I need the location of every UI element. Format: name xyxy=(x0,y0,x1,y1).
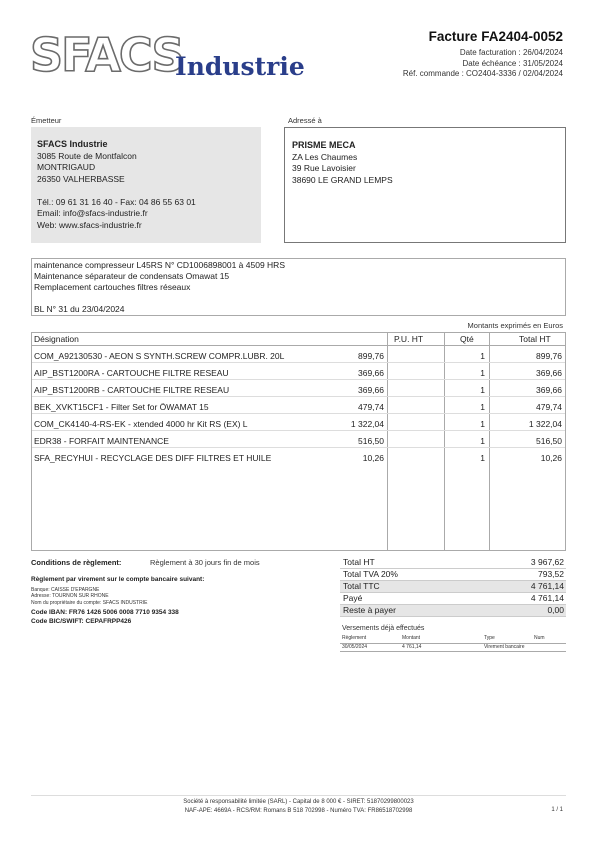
payment-amount: 4 761,14 xyxy=(402,643,422,650)
bank-account-owner: Nom du propriétaire du compte: SFACS INDUSTRIE xyxy=(31,599,148,606)
payment-date: 30/05/2024 xyxy=(342,643,368,650)
logo-tagline: Industrie xyxy=(175,52,305,81)
emitter-address-line: 3085 Route de Montfalcon xyxy=(37,150,137,161)
payments-header-date: Règlement xyxy=(342,635,367,641)
items-table xyxy=(31,332,566,551)
payments-header-type: Type xyxy=(484,635,495,641)
note-line: Remplacement cartouches filtres réseaux xyxy=(34,282,191,292)
iban-code: Code IBAN: FR76 1426 5006 0008 7710 9354 338 xyxy=(31,609,179,616)
row-quantity: 1 xyxy=(480,453,485,463)
total-row xyxy=(340,557,566,569)
emitter-box xyxy=(31,127,261,243)
delivery-note-ref: BL N° 31 du 23/04/2024 xyxy=(34,304,125,314)
emitter-email: Email: info@sfacs-industrie.fr xyxy=(37,208,148,218)
footer-line-2: NAF-APE: 4669A - RCS/RM: Romans B 518 702998 - Numéro TVA: FR86518702998 xyxy=(184,808,413,814)
invoice-date: Date facturation : 26/04/2024 xyxy=(459,48,563,57)
emitter-phone: Tél.: 09 61 31 16 40 - Fax: 04 86 55 63 01 xyxy=(37,196,196,207)
payments-header-num: Num xyxy=(534,635,545,641)
bank-name: Banque: CAISSE D'EPARGNE xyxy=(31,587,100,593)
recipient-box xyxy=(284,127,566,243)
total-value: 4 761,14 xyxy=(530,581,564,591)
row-quantity: 1 xyxy=(480,436,485,446)
row-unit-price: 10,26 xyxy=(362,453,384,463)
row-unit-price: 899,76 xyxy=(358,351,384,361)
row-quantity: 1 xyxy=(480,351,485,361)
recipient-address-line: 39 Rue Lavoisier xyxy=(292,163,356,173)
row-quantity: 1 xyxy=(480,368,485,378)
total-label: Payé xyxy=(343,593,363,603)
emitter-name: SFACS Industrie xyxy=(37,139,108,149)
currency-note: Montants exprimés en Euros xyxy=(467,321,563,330)
bank-codes xyxy=(31,609,179,626)
payments-table xyxy=(340,635,566,652)
row-unit-price: 479,74 xyxy=(358,402,384,412)
row-designation: EDR38 - FORFAIT MAINTENANCE xyxy=(34,436,169,446)
row-total: 369,66 xyxy=(536,368,562,378)
row-designation: SFA_RECYHUI - RECYCLAGE DES DIFF FILTRES ET HUILE xyxy=(34,453,272,463)
total-row xyxy=(340,581,566,593)
bank-address: Adresse: TOURNON SUR RHONE xyxy=(31,593,109,600)
invoice-title: Facture FA2404-0052 xyxy=(428,29,563,44)
payment-terms-value: Règlement à 30 jours fin de mois xyxy=(150,558,260,567)
row-designation: AIP_BST1200RB - CARTOUCHE FILTRE RESEAU xyxy=(34,385,230,395)
total-row xyxy=(340,593,566,605)
header-total: Total HT xyxy=(519,334,551,344)
totals-box xyxy=(340,557,566,617)
order-reference: Réf. commande : CO2404-3336 / 02/04/2024 xyxy=(402,69,563,78)
row-unit-price: 1 322,04 xyxy=(350,419,384,429)
row-total: 369,66 xyxy=(536,385,562,395)
total-row xyxy=(340,569,566,581)
total-label: Total TVA 20% xyxy=(343,569,398,579)
total-label: Reste à payer xyxy=(343,605,396,615)
header-designation: Désignation xyxy=(34,334,79,344)
row-designation: AIP_BST1200RA - CARTOUCHE FILTRE RESEAU xyxy=(34,368,229,378)
invoice-meta xyxy=(403,48,563,80)
total-value: 3 967,62 xyxy=(530,557,564,567)
row-designation: COM_A92130530 - AEON S SYNTH.SCREW COMPR.LUBR. 20L xyxy=(34,351,285,361)
row-total: 479,74 xyxy=(536,402,562,412)
logo-brand: SFACS xyxy=(30,28,183,82)
page-number: 1 / 1 xyxy=(551,807,563,813)
row-unit-price: 516,50 xyxy=(358,436,384,446)
emitter-web: Web: www.sfacs-industrie.fr xyxy=(37,219,142,230)
recipient-name: PRISME MECA xyxy=(292,140,356,150)
payments-header-amount: Montant xyxy=(402,635,421,641)
row-quantity: 1 xyxy=(480,402,485,412)
row-total: 516,50 xyxy=(536,436,562,446)
total-label: Total HT xyxy=(343,557,375,567)
payment-row xyxy=(340,644,566,653)
recipient-address-line: ZA Les Chaumes xyxy=(292,151,358,162)
row-designation: BEK_XVKT15CF1 - Filter Set for ÖWAMAT 15 xyxy=(34,402,209,412)
recipient-label: Adressé à xyxy=(288,116,322,125)
row-quantity: 1 xyxy=(480,419,485,429)
legal-footer xyxy=(31,798,566,816)
invoice-due-date: Date échéance : 31/05/2024 xyxy=(462,58,563,68)
invoice-notes xyxy=(31,258,566,316)
row-total: 1 322,04 xyxy=(528,419,562,429)
row-designation: COM_CK4140-4-RS-EK - xtended 4000 hr Kit RS (EX) L xyxy=(34,419,248,429)
payments-title: Versements déjà effectués xyxy=(342,625,425,632)
row-unit-price: 369,66 xyxy=(358,368,384,378)
total-value: 4 761,14 xyxy=(530,593,564,603)
bic-code: Code BIC/SWIFT: CEPAFRPP426 xyxy=(31,617,132,625)
recipient-address-line: 38690 LE GRAND LEMPS xyxy=(292,174,393,185)
company-logo xyxy=(30,28,305,84)
emitter-address-line: MONTRIGAUD xyxy=(37,162,96,172)
header-quantity: Qté xyxy=(460,334,474,344)
note-line: Maintenance séparateur de condensats Omawat 15 xyxy=(34,271,230,281)
row-total: 899,76 xyxy=(536,351,562,361)
footer-divider xyxy=(31,795,566,796)
note-line: maintenance compresseur L45RS N° CD1006898001 à 4509 HRS xyxy=(34,260,285,270)
bank-transfer-title: Règlement par virement sur le compte bancaire suivant: xyxy=(31,576,205,583)
header-unit-price: P.U. HT xyxy=(394,334,424,344)
total-label: Total TTC xyxy=(343,581,380,591)
footer-line-1: Société à responsabilité limitée (SARL) - Capital de 8 000 € - SIRET: 51870299800023 xyxy=(183,799,414,805)
payment-type: Virement bancaire xyxy=(484,643,525,650)
row-total: 10,26 xyxy=(540,453,562,463)
total-value: 0,00 xyxy=(547,605,564,615)
emitter-label: Émetteur xyxy=(31,116,62,125)
total-value: 793,52 xyxy=(538,569,564,579)
row-unit-price: 369,66 xyxy=(358,385,384,395)
bank-details xyxy=(31,587,147,606)
emitter-address-line: 26350 VALHERBASSE xyxy=(37,173,125,184)
total-row xyxy=(340,605,566,617)
table-header xyxy=(32,333,565,346)
row-quantity: 1 xyxy=(480,385,485,395)
payment-terms-label: Conditions de règlement: xyxy=(31,558,122,567)
payments-header xyxy=(340,635,566,644)
